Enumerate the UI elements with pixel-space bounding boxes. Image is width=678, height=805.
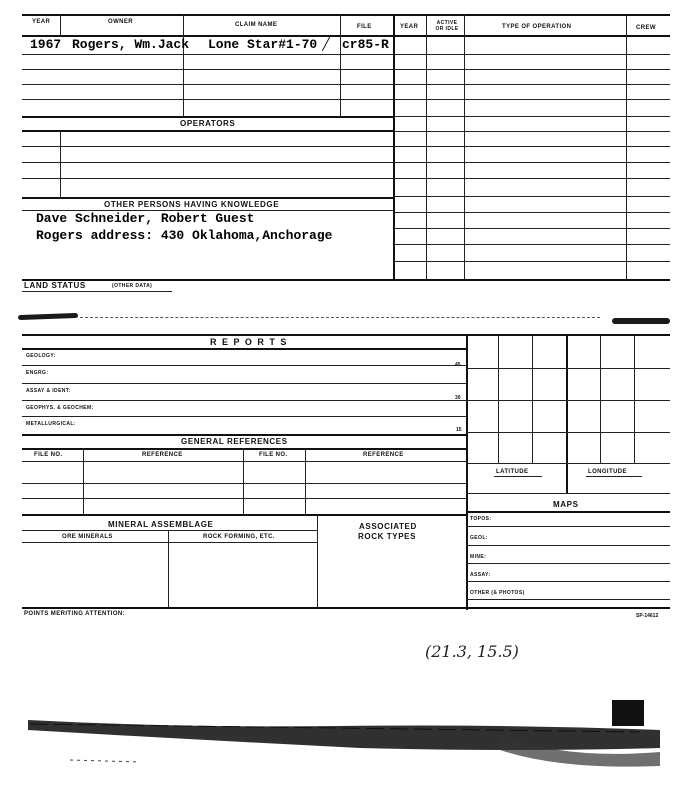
form-number: SP-14612 — [636, 613, 659, 619]
ink-smudge — [18, 313, 78, 320]
header-year: YEAR — [32, 19, 51, 25]
col-line — [340, 14, 341, 116]
longitude-label: LONGITUDE — [588, 469, 627, 475]
header-active-idle: ACTIVE OR IDLE — [435, 20, 459, 32]
grid-line — [394, 244, 670, 245]
land-status-title: LAND STATUS — [24, 281, 86, 290]
handwritten-coordinates: (21.3, 15.5) — [425, 642, 519, 661]
grid-line — [22, 400, 466, 401]
header-claim-name: CLAIM NAME — [235, 22, 278, 28]
grid-line — [394, 116, 670, 117]
latitude-label: LATITUDE — [496, 469, 529, 475]
other-persons-title: OTHER PERSONS HAVING KNOWLEDGE — [104, 200, 280, 209]
entry-owner: Rogers, Wm.Jack — [72, 37, 190, 52]
reports-scale-45: 45 — [455, 362, 461, 368]
pen-slash — [322, 35, 331, 51]
col-line — [317, 515, 318, 608]
grid-line-thick — [22, 279, 670, 281]
grid-line-thick — [22, 434, 466, 436]
col-line — [243, 448, 244, 514]
reports-row-geophys: GEOPHYS. & GEOCHEM: — [26, 405, 94, 411]
grid-line — [22, 146, 670, 147]
grid-line — [466, 563, 670, 564]
col-line — [183, 14, 184, 116]
maps-row-mine: MINE: — [470, 554, 487, 560]
col-line — [566, 335, 568, 493]
land-status-sub: (OTHER DATA) — [112, 283, 153, 289]
associated-label: ASSOCIATED — [359, 522, 417, 531]
reports-top-rule — [22, 334, 670, 336]
grid-line — [22, 54, 670, 55]
grid-line — [466, 581, 670, 582]
grid-line — [466, 493, 670, 494]
grid-line-thick — [22, 514, 466, 516]
header-top-rule — [22, 14, 670, 16]
maps-row-assay: ASSAY: — [470, 572, 491, 578]
grid-line — [466, 526, 670, 527]
maps-row-topos: TOPOS: — [470, 516, 492, 522]
grid-line — [394, 196, 670, 197]
reports-row-metallurgical: METALLURGICAL: — [26, 421, 76, 427]
grid-line — [22, 542, 318, 543]
reports-title: R E P O R T S — [210, 337, 288, 347]
maps-row-geol: GEOL: — [470, 535, 488, 541]
col-line — [600, 335, 601, 463]
col-line — [498, 335, 499, 463]
gr-col-file-no-2: FILE NO. — [259, 452, 288, 458]
maps-row-other: OTHER (& PHOTOS) — [470, 590, 525, 596]
col-line — [305, 448, 306, 514]
grid-line — [22, 84, 670, 85]
grid-line — [466, 368, 670, 369]
maps-rule — [466, 511, 670, 513]
grid-line-thick — [22, 116, 394, 118]
grid-line — [22, 483, 466, 484]
header-owner: OWNER — [108, 19, 133, 25]
grid-line — [22, 461, 466, 462]
longitude-underline — [586, 476, 642, 477]
rock-forming-label: ROCK FORMING, ETC. — [203, 534, 275, 540]
grid-line — [22, 162, 670, 163]
header-file: FILE — [357, 24, 372, 30]
general-references-title: GENERAL REFERENCES — [181, 437, 288, 446]
other-persons-line-2: Rogers address: 430 Oklahoma,Anchorage — [36, 228, 333, 243]
grid-line — [466, 545, 670, 546]
ore-minerals-label: ORE MINERALS — [62, 534, 113, 540]
grid-line — [22, 99, 670, 100]
col-line — [83, 448, 84, 514]
land-status-underline — [22, 291, 172, 292]
grid-line — [22, 365, 466, 366]
other-persons-line-1: Dave Schneider, Robert Guest — [36, 211, 255, 226]
reports-rule — [22, 348, 466, 350]
entry-year: 1967 — [30, 37, 62, 52]
grid-line — [466, 400, 670, 401]
grid-line — [22, 178, 670, 179]
col-line — [634, 335, 635, 463]
mineral-assemblage-title: MINERAL ASSEMBLAGE — [108, 520, 214, 529]
header-type-of-operation: TYPE OF OPERATION — [502, 24, 572, 30]
grid-line — [22, 383, 466, 384]
operators-title: OPERATORS — [180, 119, 236, 128]
gr-col-file-no-1: FILE NO. — [34, 452, 63, 458]
entry-file: cr85-R — [342, 37, 389, 52]
reports-scale-30: 30 — [455, 395, 461, 401]
grid-line — [394, 131, 670, 132]
rock-types-label: ROCK TYPES — [358, 532, 417, 541]
grid-line — [394, 261, 670, 262]
ink-smudge — [612, 318, 670, 324]
reports-row-engrg: ENGRG: — [26, 370, 49, 376]
col-line — [60, 14, 61, 36]
grid-line — [466, 432, 670, 433]
maps-title: MAPS — [553, 500, 579, 509]
header-crew: CREW — [636, 25, 656, 31]
col-line — [532, 335, 533, 463]
grid-line-thick — [22, 197, 394, 199]
entry-claim-name: Lone Star#1-70 — [208, 37, 318, 52]
grid-line — [394, 228, 670, 229]
reports-right-border — [466, 334, 468, 610]
gr-col-reference-1: REFERENCE — [142, 452, 183, 458]
points-meriting-attention: POINTS MERITING ATTENTION: — [24, 611, 126, 617]
reports-row-geology: GEOLOGY: — [26, 353, 56, 359]
latitude-underline — [494, 476, 542, 477]
reports-scale-15: 15 — [456, 427, 462, 433]
grid-line — [22, 530, 318, 531]
grid-line — [22, 416, 466, 417]
grid-line — [466, 599, 670, 600]
grid-line — [22, 69, 670, 70]
gr-col-reference-2: REFERENCE — [363, 452, 404, 458]
col-line — [168, 530, 169, 608]
scan-smudge — [0, 690, 678, 790]
bottom-rule — [22, 607, 670, 609]
header-year-2: YEAR — [400, 24, 419, 30]
operators-rule — [22, 130, 394, 132]
dashed-separator — [80, 317, 600, 318]
general-references-rule — [22, 448, 466, 450]
grid-line — [394, 212, 670, 213]
reports-row-assay: ASSAY & IDENT: — [26, 388, 71, 394]
col-line — [60, 131, 61, 197]
grid-line — [22, 498, 466, 499]
grid-line — [466, 463, 670, 464]
